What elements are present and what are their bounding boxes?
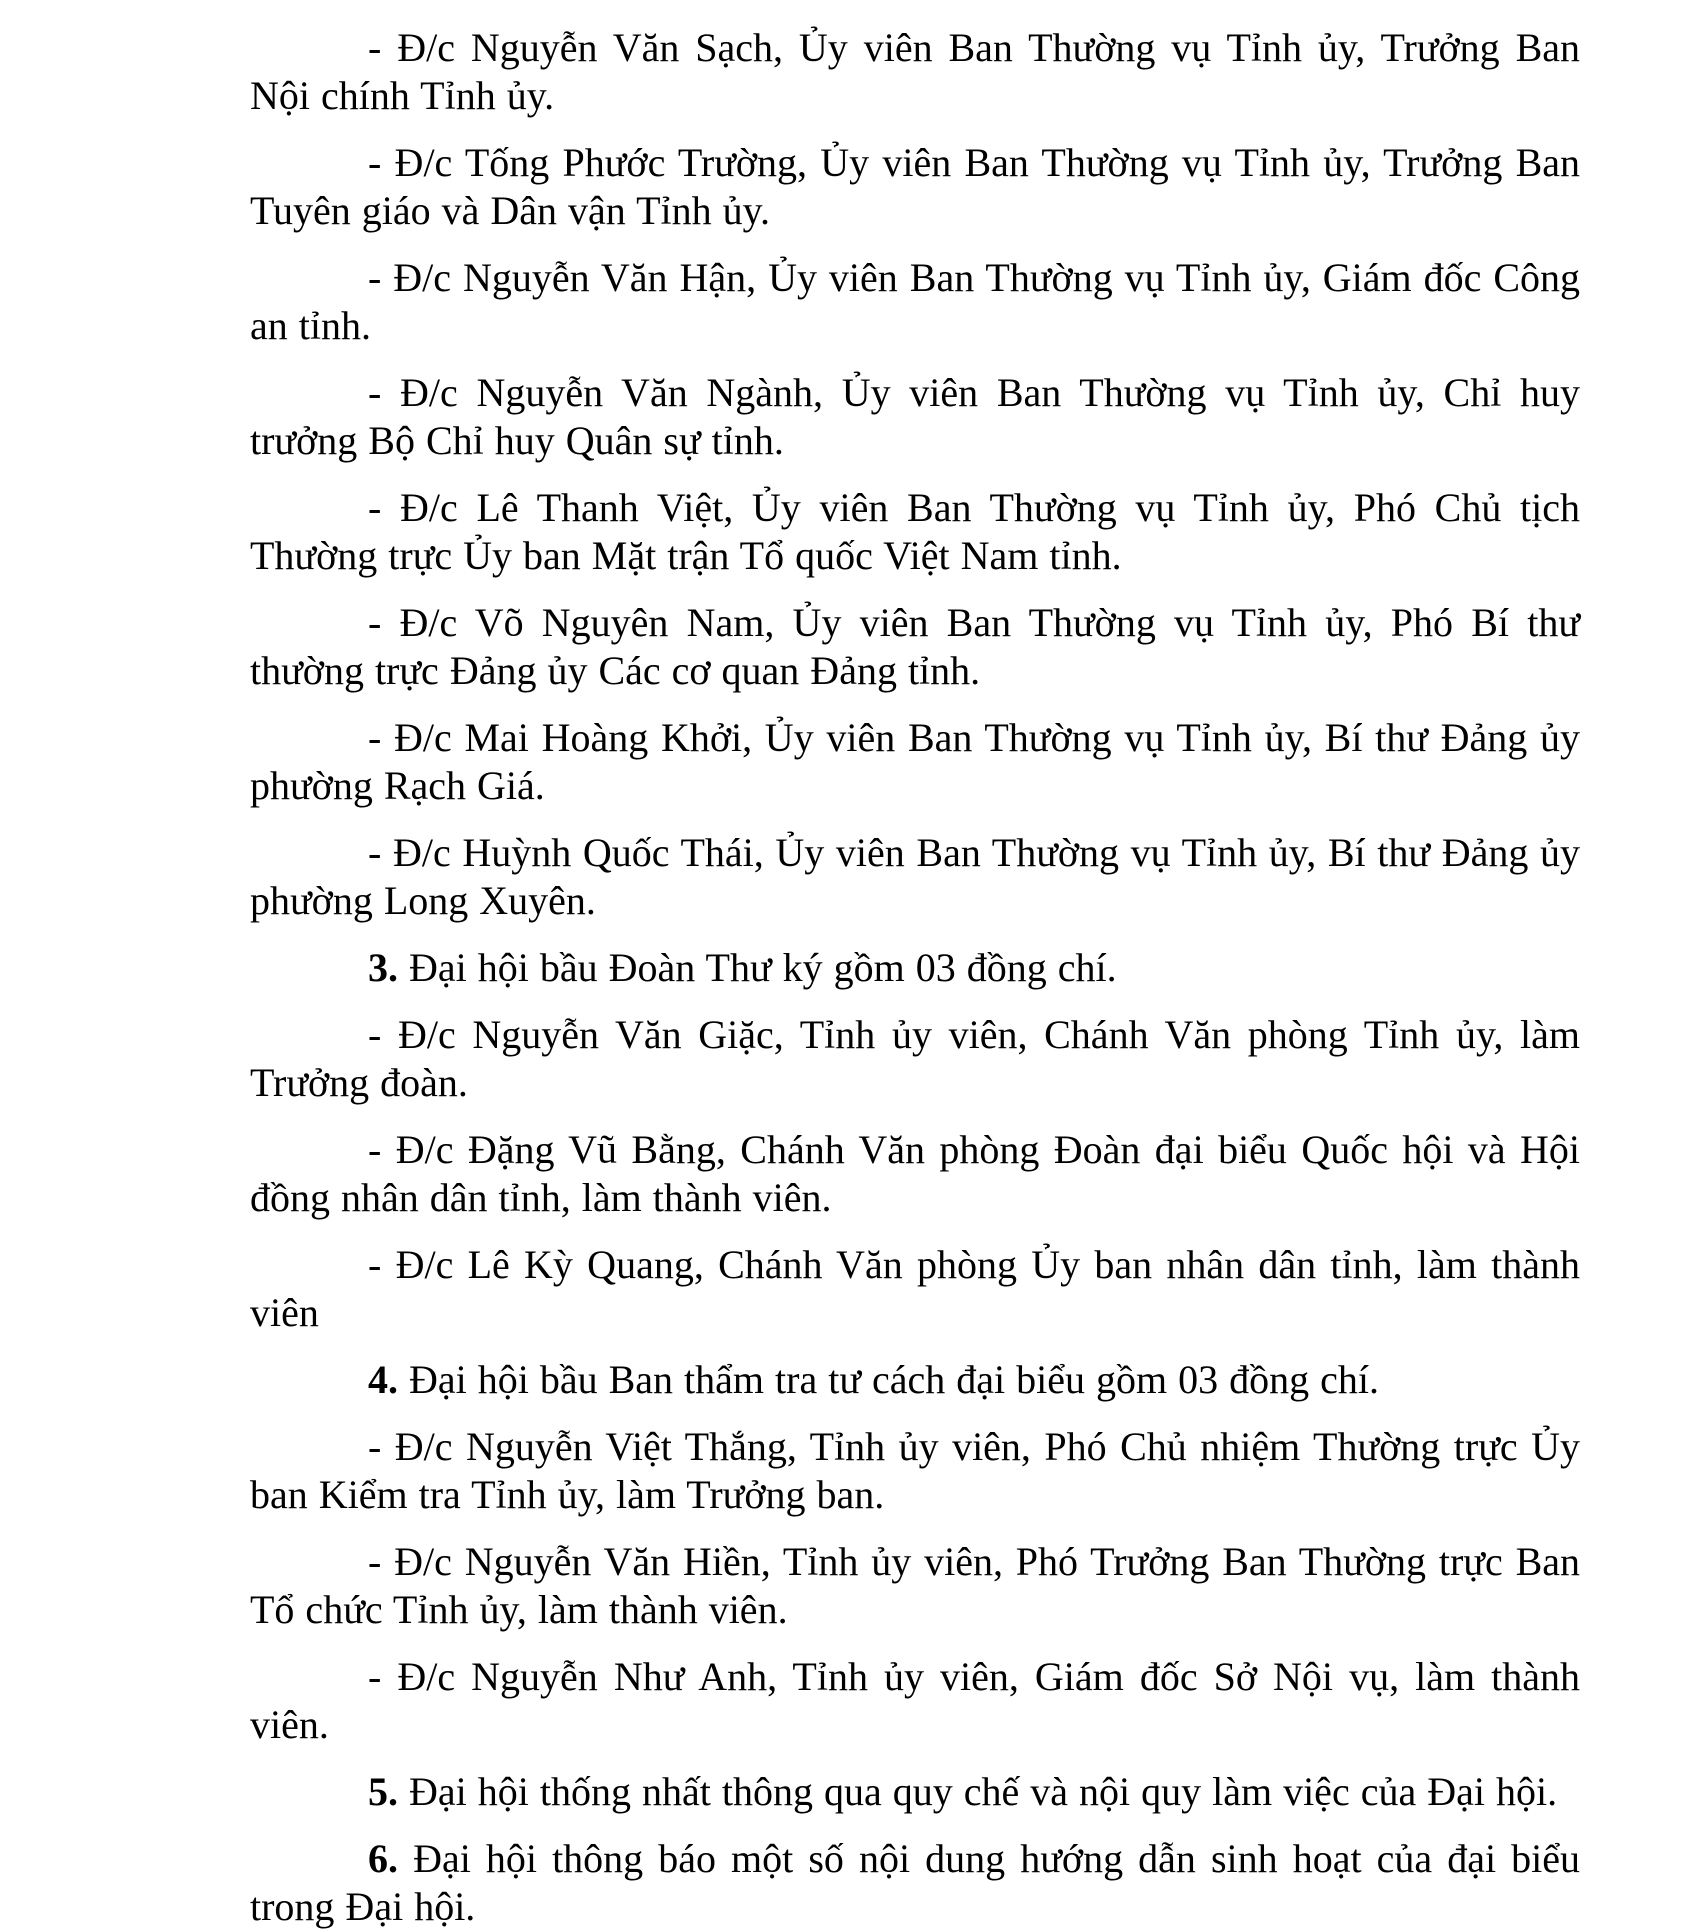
list-item-paragraph [250, 714, 1580, 810]
list-item-paragraph [250, 139, 1580, 235]
paragraph-text: Đại hội bầu Ban thẩm tra tư cách đại biểu gồm 03 đồng chí. [398, 1357, 1379, 1402]
paragraph-text: - Đ/c Huỳnh Quốc Thái, Ủy viên Ban Thường vụ Tỉnh ủy, Bí thư Đảng ủy phường Long Xuyên. [250, 830, 1580, 923]
list-item-paragraph [250, 599, 1580, 695]
numbered-paragraph [250, 944, 1580, 992]
list-item-paragraph [250, 1538, 1580, 1634]
list-item-paragraph [250, 1126, 1580, 1222]
numbered-paragraph [250, 1835, 1580, 1931]
list-item-paragraph [250, 829, 1580, 925]
list-item-paragraph [250, 254, 1580, 350]
paragraph-text: - Đ/c Nguyễn Văn Giặc, Tỉnh ủy viên, Chánh Văn phòng Tỉnh ủy, làm Trưởng đoàn. [250, 1012, 1580, 1105]
paragraph-number: 6. [368, 1836, 398, 1881]
paragraph-text: - Đ/c Lê Kỳ Quang, Chánh Văn phòng Ủy ban nhân dân tỉnh, làm thành viên [250, 1242, 1580, 1335]
list-item-paragraph [250, 369, 1580, 465]
paragraph-text: - Đ/c Đặng Vũ Bằng, Chánh Văn phòng Đoàn đại biểu Quốc hội và Hội đồng nhân dân tỉnh, làm thành viên. [250, 1127, 1580, 1220]
paragraph-text: - Đ/c Nguyễn Văn Hiền, Tỉnh ủy viên, Phó Trưởng Ban Thường trực Ban Tổ chức Tỉnh ủy, làm thành viên. [250, 1539, 1580, 1632]
paragraph-number: 5. [368, 1769, 398, 1814]
paragraph-number: 3. [368, 945, 398, 990]
paragraph-text: - Đ/c Lê Thanh Việt, Ủy viên Ban Thường vụ Tỉnh ủy, Phó Chủ tịch Thường trực Ủy ban Mặt trận Tổ quốc Việt Nam tỉnh. [250, 485, 1580, 578]
paragraph-text: Đại hội bầu Đoàn Thư ký gồm 03 đồng chí. [398, 945, 1117, 990]
paragraph-text: - Đ/c Võ Nguyên Nam, Ủy viên Ban Thường vụ Tỉnh ủy, Phó Bí thư thường trực Đảng ủy Các cơ quan Đảng tỉnh. [250, 600, 1580, 693]
paragraph-text: - Đ/c Tống Phước Trường, Ủy viên Ban Thường vụ Tỉnh ủy, Trưởng Ban Tuyên giáo và Dân vận Tỉnh ủy. [250, 140, 1580, 233]
paragraph-text: - Đ/c Mai Hoàng Khởi, Ủy viên Ban Thường vụ Tỉnh ủy, Bí thư Đảng ủy phường Rạch Giá. [250, 715, 1580, 808]
list-item-paragraph [250, 1653, 1580, 1749]
numbered-paragraph [250, 1768, 1580, 1816]
numbered-paragraph [250, 1356, 1580, 1404]
paragraph-text: - Đ/c Nguyễn Như Anh, Tỉnh ủy viên, Giám đốc Sở Nội vụ, làm thành viên. [250, 1654, 1580, 1747]
list-item-paragraph [250, 1423, 1580, 1519]
document-body [250, 24, 1580, 1931]
paragraph-number: 4. [368, 1357, 398, 1402]
list-item-paragraph [250, 1011, 1580, 1107]
paragraph-text: - Đ/c Nguyễn Văn Ngành, Ủy viên Ban Thường vụ Tỉnh ủy, Chỉ huy trưởng Bộ Chỉ huy Quân sự tỉnh. [250, 370, 1580, 463]
paragraph-text: - Đ/c Nguyễn Việt Thắng, Tỉnh ủy viên, Phó Chủ nhiệm Thường trực Ủy ban Kiểm tra Tỉnh ủy, làm Trưởng ban. [250, 1424, 1580, 1517]
list-item-paragraph [250, 484, 1580, 580]
list-item-paragraph [250, 24, 1580, 120]
paragraph-text: - Đ/c Nguyễn Văn Sạch, Ủy viên Ban Thường vụ Tỉnh ủy, Trưởng Ban Nội chính Tỉnh ủy. [250, 25, 1580, 118]
paragraph-text: Đại hội thống nhất thông qua quy chế và nội quy làm việc của Đại hội. [398, 1769, 1558, 1814]
paragraph-text: - Đ/c Nguyễn Văn Hận, Ủy viên Ban Thường vụ Tỉnh ủy, Giám đốc Công an tỉnh. [250, 255, 1580, 348]
paragraph-text: Đại hội thông báo một số nội dung hướng dẫn sinh hoạt của đại biểu trong Đại hội. [250, 1836, 1580, 1929]
list-item-paragraph [250, 1241, 1580, 1337]
